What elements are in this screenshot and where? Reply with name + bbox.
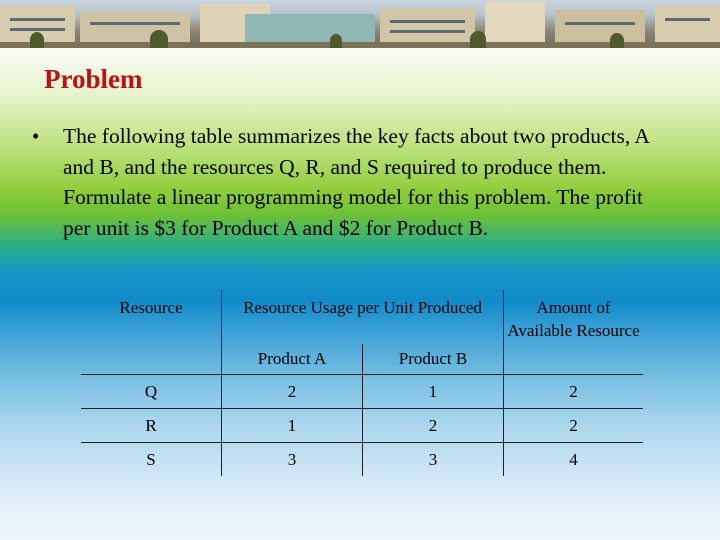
bullet-point bbox=[32, 121, 672, 243]
cell-amount: 2 bbox=[504, 375, 644, 409]
table-row bbox=[81, 443, 643, 477]
cell-amount: 4 bbox=[569, 450, 578, 469]
cell-resource: R bbox=[81, 409, 222, 443]
table-row bbox=[81, 375, 643, 409]
resource-table bbox=[81, 290, 643, 476]
cell-product-b: 2 bbox=[363, 409, 504, 443]
header-resource: Resource bbox=[81, 290, 222, 375]
cell-product-a: 3 bbox=[222, 443, 363, 477]
cell-product-a: 1 bbox=[222, 409, 363, 443]
subheader-product-a: Product A bbox=[222, 344, 363, 375]
bullet-text: The following table summarizes the key facts about two products, A and B, and the resources Q, R, and S required to produce them. Formulate a linear programming model for this problem. The profit per unit is $3 for Product A and $2 for Product B. bbox=[63, 124, 649, 240]
campus-banner-image bbox=[0, 0, 720, 48]
cell-product-a: 2 bbox=[222, 375, 363, 409]
cell-resource: Q bbox=[81, 375, 222, 409]
slide-title: Problem bbox=[44, 64, 143, 94]
table-row bbox=[81, 409, 643, 443]
cell-product-b: 1 bbox=[363, 375, 504, 409]
subheader-product-b: Product B bbox=[363, 344, 504, 375]
bullet-icon: • bbox=[32, 124, 40, 148]
cell-resource: S bbox=[81, 443, 222, 477]
cell-amount: 2 bbox=[504, 409, 644, 443]
header-amount: Amount of Available Resource bbox=[504, 290, 644, 375]
cell-product-b: 3 bbox=[363, 443, 504, 477]
header-usage: Resource Usage per Unit Produced bbox=[222, 290, 504, 344]
